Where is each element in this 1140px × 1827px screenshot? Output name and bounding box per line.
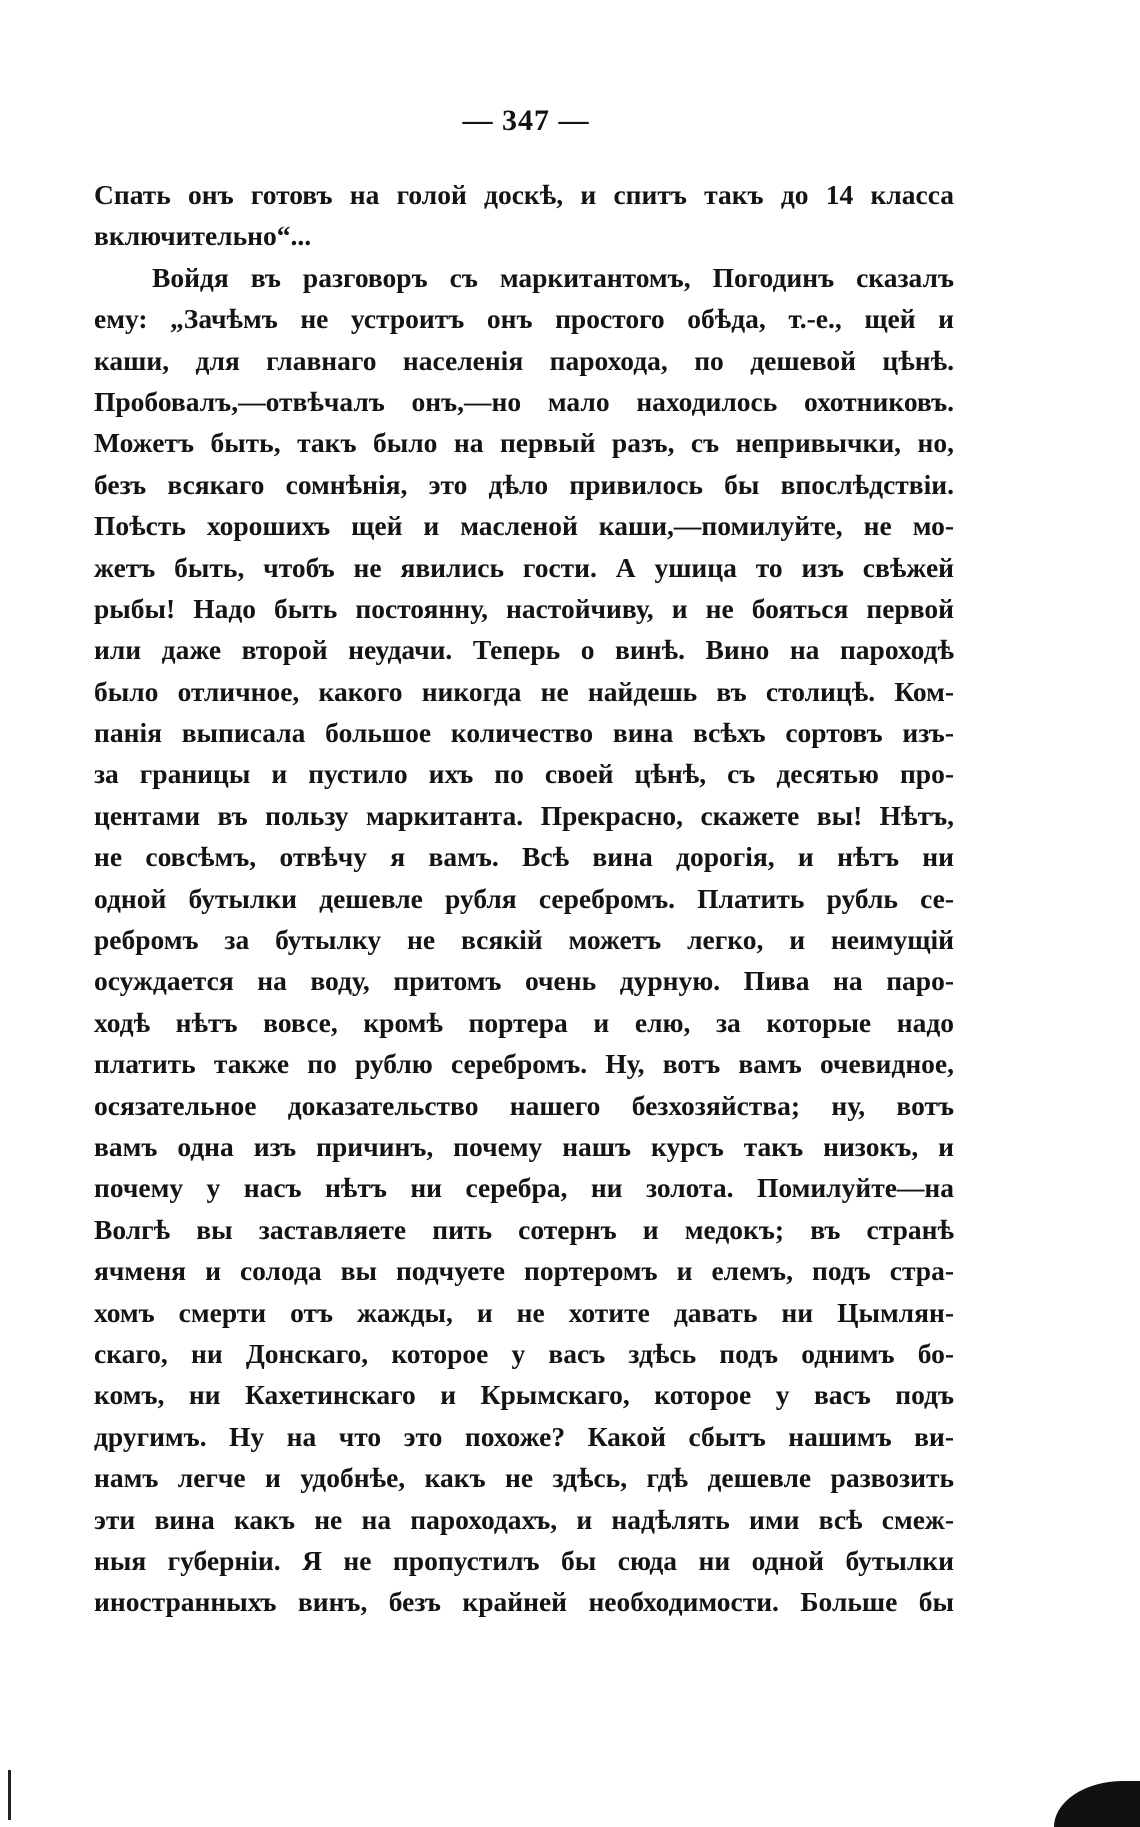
text-line: Войдя въ разговоръ съ маркитантомъ, Погодинъ сказалъ: [152, 261, 954, 293]
text-line: комъ, ни Кахетинскаго и Крымскаго, которое у васъ подъ: [94, 1379, 954, 1411]
text-line: Спать онъ готовъ на голой доскѣ, и спитъ такъ до 14 класса: [94, 179, 954, 210]
text-line: или даже второй неудачи. Теперь о винѣ. Вино на пароходѣ: [94, 634, 954, 666]
text-line: платить также по рублю серебромъ. Ну, вотъ вамъ очевидное,: [94, 1048, 954, 1080]
text-line: за границы и пустило ихъ по своей цѣнѣ, съ десятью про-: [94, 758, 954, 790]
text-line: одной бутылки дешевле рубля серебромъ. Платить рубль се-: [94, 882, 954, 914]
text-line: другимъ. Ну на что это похоже? Какой сбытъ нашимъ ви-: [94, 1420, 954, 1452]
text-line: почему у насъ нѣтъ ни серебра, ни золота. Помилуйте—на: [94, 1172, 954, 1204]
text-line: включительно“...: [94, 220, 312, 252]
text-line: Поѣсть хорошихъ щей и масленой каши,—помилуйте, не мо-: [94, 510, 954, 542]
text-line: панія выписала большое количество вина всѣхъ сортовъ изъ-: [94, 717, 954, 749]
text-line: скаго, ни Донскаго, которое у васъ здѣсь подъ однимъ бо-: [94, 1337, 954, 1369]
text-line: намъ легче и удобнѣе, какъ не здѣсь, гдѣ дешевле развозить: [94, 1462, 954, 1494]
text-line: безъ всякаго сомнѣнія, это дѣло привилось бы впослѣдствіи.: [94, 468, 954, 500]
text-line: ребромъ за бутылку не всякій можетъ легко, и неимущій: [94, 924, 954, 956]
text-line: иностранныхъ винъ, безъ крайней необходимости. Больше бы: [94, 1586, 954, 1618]
text-line: было отличное, какого никогда не найдешь въ столицѣ. Ком-: [94, 675, 954, 707]
scan-edge-mark: [8, 1770, 11, 1820]
text-line: ячменя и солода вы подчуете портеромъ и елемъ, подъ стра-: [94, 1255, 954, 1287]
body-text: [94, 174, 954, 1623]
text-line: Пробовалъ,—отвѣчалъ онъ,—но мало находилось охотниковъ.: [94, 385, 954, 417]
text-line: Можетъ быть, такъ было на первый разъ, съ непривычки, но,: [94, 427, 954, 459]
text-line: вамъ одна изъ причинъ, почему нашъ курсъ такъ низокъ, и: [94, 1130, 954, 1162]
text-line: рыбы! Надо быть постоянну, настойчиву, и не бояться первой: [94, 592, 954, 624]
text-line: центами въ пользу маркитанта. Прекрасно, скажете вы! Нѣтъ,: [94, 799, 954, 831]
text-line: осязательное доказательство нашего безхозяйства; ну, вотъ: [94, 1089, 954, 1121]
text-line: жетъ быть, чтобъ не явились гости. А ушица то изъ свѣжей: [94, 551, 954, 583]
text-line: Волгѣ вы заставляете пить сотернъ и медокъ; въ странѣ: [94, 1213, 954, 1245]
text-line: осуждается на воду, притомъ очень дурную. Пива на паро-: [94, 965, 954, 997]
text-line: хомъ смерти отъ жажды, и не хотите давать ни Цымлян-: [94, 1296, 954, 1328]
page-number: — 347 —: [462, 104, 590, 137]
text-line: эти вина какъ не на пароходахъ, и надѣлять ими всѣ смеж-: [94, 1503, 954, 1535]
ink-blot-decoration: [1054, 1781, 1140, 1827]
text-line: каши, для главнаго населенія парохода, по дешевой цѣнѣ.: [94, 344, 954, 376]
text-line: не совсѣмъ, отвѣчу я вамъ. Всѣ вина дорогія, и нѣтъ ни: [94, 841, 954, 873]
text-line: ходѣ нѣтъ вовсе, кромѣ портера и елю, за которые надо: [94, 1006, 954, 1038]
text-line: ему: „Зачѣмъ не устроитъ онъ простого обѣда, т.-е., щей и: [94, 303, 954, 335]
text-line: ныя губерніи. Я не пропустилъ бы сюда ни одной бутылки: [94, 1544, 954, 1576]
